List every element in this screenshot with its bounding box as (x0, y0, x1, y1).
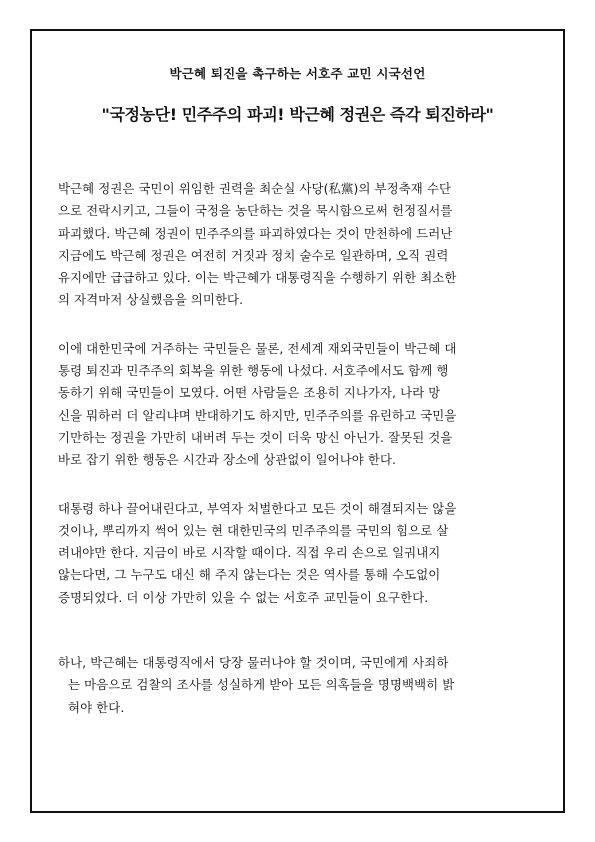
paragraph-line: 유지에만 급급하고 있다. 이는 박근혜가 대통령직을 수행하기 위한 최소한 (58, 270, 457, 286)
paragraph-line: 의 자격마저 상실했음을 의미한다. (58, 292, 244, 308)
paragraph-spacer (58, 609, 540, 652)
paragraph-line: 기만하는 정권을 가만히 내버려 두는 것이 더욱 망신 아닌가. 잘못된 것을 (58, 429, 453, 445)
paragraph-line: 박근혜 정권은 국민이 위임한 권력을 최순실 사당(私黨)의 부정축재 수단 (58, 181, 452, 196)
paragraph-line: 이에 대한민국에 거주하는 국민들은 물론, 전세계 재외국민들이 박근혜 대 (58, 340, 457, 356)
paragraph-line: 려내야만 한다. 지금이 바로 시작할 때이다. 직접 우리 손으로 일궈내지 (58, 545, 441, 561)
paragraph-line: 않는다면, 그 누구도 대신 해 주지 않는다는 것은 역사를 통해 수도없이 (58, 567, 441, 583)
paragraph-line: 으로 전락시키고, 그들이 국정을 농단하는 것을 묵시함으로써 헌정질서를 (58, 203, 453, 219)
paragraph-line: 혀야 한다. (68, 699, 125, 715)
document-headline: "국정농단! 민주주의 파괴! 박근혜 정권은 즉각 퇴진하라" (101, 105, 494, 124)
paragraph-line: 동하기 위해 국민들이 모였다. 어떤 사람들은 조용히 지나가자, 나라 망 (58, 385, 441, 401)
paragraph-spacer (58, 472, 540, 498)
paragraph-spacer (58, 312, 540, 338)
paragraph-line: 바로 잡기 위한 행동은 시간과 장소에 상관없이 일어나야 한다. (58, 452, 397, 468)
paragraph-line: 통령 퇴진과 민주주의 회복을 위한 행동에 나섰다. 서호주에서도 함께 행 (58, 363, 449, 379)
paragraph-line: 지금에도 박근혜 정권은 여전히 거짓과 정치 술수로 일관하며, 오직 권력 (58, 247, 449, 263)
paragraph-4 (58, 652, 540, 719)
paragraph-line: 증명되었다. 더 이상 가만히 있을 수 없는 서호주 교민들이 요구한다. (58, 589, 429, 605)
paragraph-line: 신을 뭐하러 더 알리냐며 반대하기도 하지만, 민주주의를 유린하고 국민을 (58, 407, 457, 423)
paragraph-line: 는 마음으로 검찰의 조사를 성실하게 받아 모든 의혹들을 명명백백히 밝 (68, 677, 455, 693)
document-body (58, 178, 540, 719)
paragraph-line: 대통령 하나 끌어내린다고, 부역자 처벌한다고 모든 것이 해결되지는 않을 (58, 500, 457, 516)
paragraph-line: 것이나, 뿌리까지 썩어 있는 현 대한민국의 민주주의를 국민의 힘으로 살 (58, 522, 449, 538)
paragraph-3 (58, 498, 540, 609)
document-subtitle: 박근혜 퇴진을 촉구하는 서호주 교민 시국선언 (169, 66, 426, 81)
paragraph-1 (58, 178, 540, 312)
paragraph-line: 파괴했다. 박근혜 정권이 민주주의를 파괴하였다는 것이 만천하에 드러난 (58, 225, 453, 241)
paragraph-2 (58, 338, 540, 472)
paragraph-line: 하나, 박근혜는 대통령직에서 당장 물러나야 할 것이며, 국민에게 사죄하 (58, 655, 449, 671)
